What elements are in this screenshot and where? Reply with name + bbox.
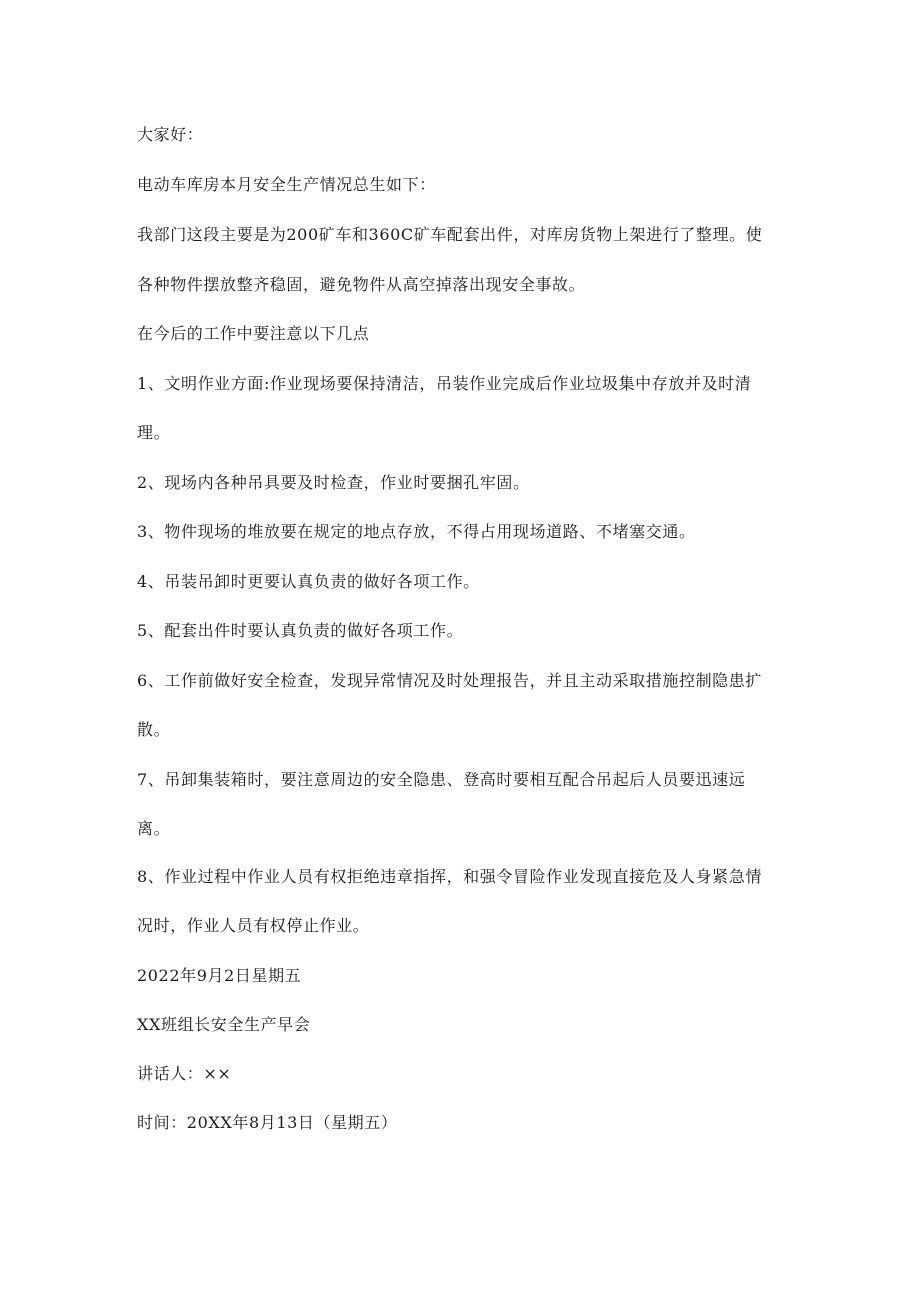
point-1-line: 1、文明作业方面:作业现场要保持清洁，吊装作业完成后作业垃圾集中存放并及时清: [137, 374, 752, 393]
point-1-line: 理。: [137, 423, 171, 442]
point-7-line: 离。: [137, 819, 171, 838]
body-paragraph-line: 我部门这段主要是为200矿车和360C矿车配套出件，对库房货物上架进行了整理。使: [137, 225, 763, 244]
point-5: 5、配套出件时要认真负责的做好各项工作。: [137, 621, 464, 640]
point-6-line: 散。: [137, 720, 171, 739]
speaker-line: 讲话人：××: [137, 1064, 232, 1083]
point-8-line: 8、作业过程中作业人员有权拒绝违章指挥，和强令冒险作业发现直接危及人身紧急情: [137, 867, 762, 886]
point-2: 2、现场内各种吊具要及时检查，作业时要捆孔牢固。: [137, 473, 530, 492]
point-6-line: 6、工作前做好安全检查，发现异常情况及时处理报告，并且主动采取措施控制隐患扩: [137, 671, 762, 690]
point-4: 4、吊装吊卸时更要认真负责的做好各项工作。: [137, 572, 480, 591]
intro-text: 电动车库房本月安全生产情况总生如下：: [137, 175, 436, 194]
point-8-line: 况时，作业人员有权停止作业。: [137, 916, 370, 935]
point-7-line: 7、吊卸集装箱时，要注意周边的安全隐患、登高时要相互配合吊起后人员要迅速远: [137, 770, 746, 789]
meeting-title: XX班组长安全生产早会: [137, 1015, 311, 1034]
time-line: 时间：20XX年8月13日（星期五）: [137, 1113, 398, 1132]
date-line: 2022年9月2日星期五: [137, 966, 302, 985]
points-heading: 在今后的工作中要注意以下几点: [137, 324, 370, 343]
point-3: 3、物件现场的堆放要在规定的地点存放，不得占用现场道路、不堵塞交通。: [137, 522, 696, 541]
greeting-text: 大家好：: [137, 125, 204, 144]
body-paragraph-line: 各种物件摆放整齐稳固，避免物件从高空掉落出现安全事故。: [137, 275, 586, 294]
